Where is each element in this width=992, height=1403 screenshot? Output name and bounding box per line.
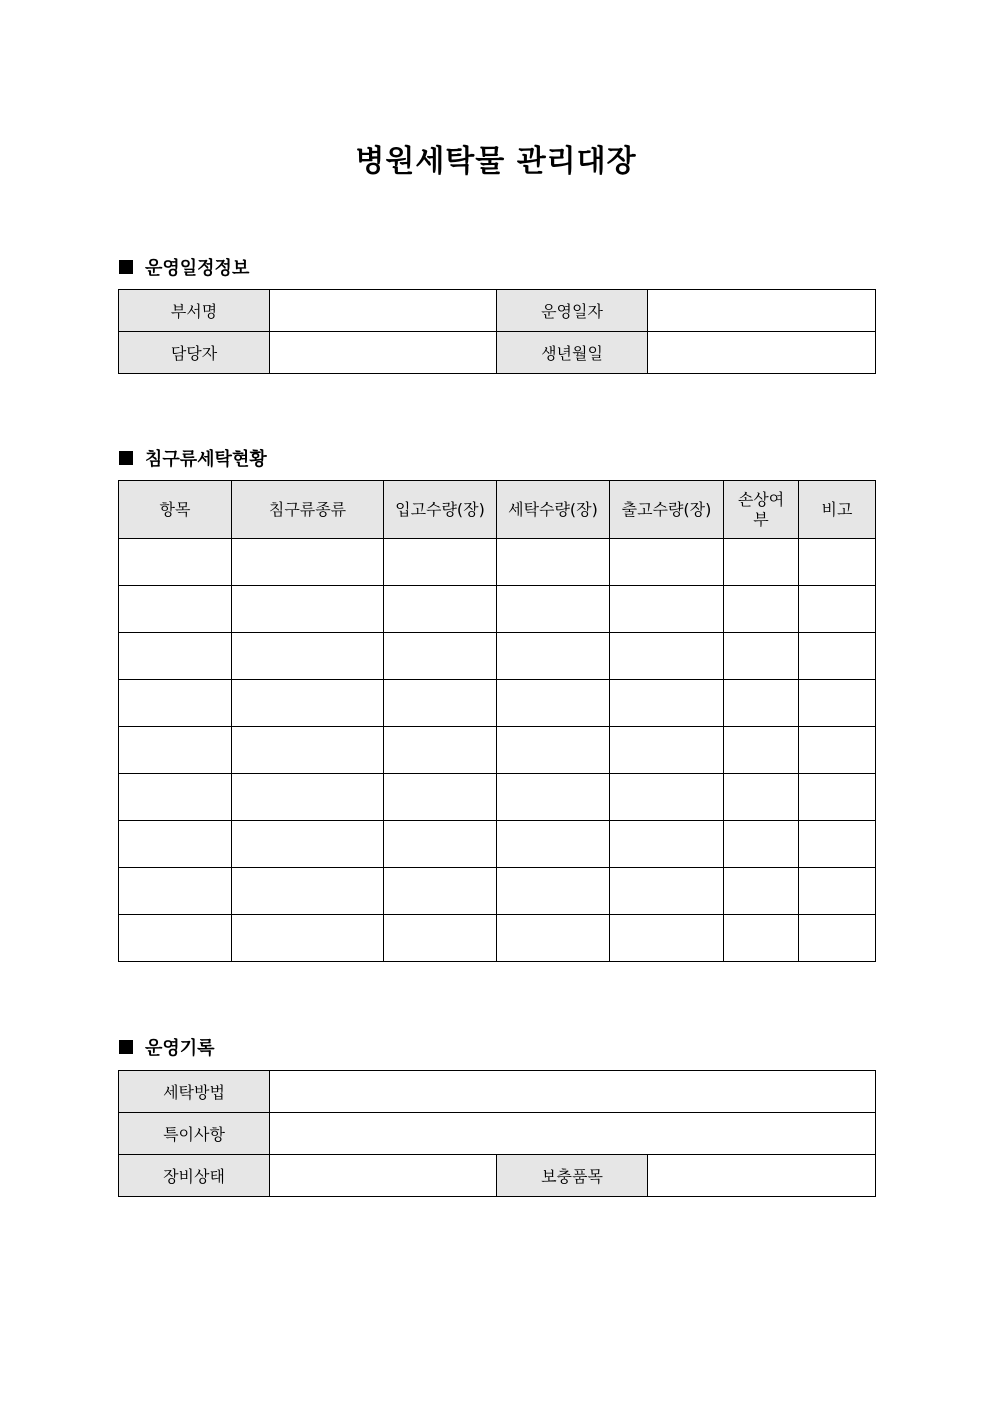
table-cell[interactable]	[119, 915, 232, 962]
table-row	[119, 586, 876, 633]
table-cell[interactable]	[119, 868, 232, 915]
table-cell[interactable]	[799, 915, 876, 962]
laundry-table	[118, 480, 876, 962]
manager-field[interactable]	[270, 332, 497, 374]
table-cell[interactable]	[610, 586, 724, 633]
table-cell[interactable]	[232, 586, 384, 633]
equipment-status-label: 장비상태	[119, 1155, 270, 1197]
table-cell[interactable]	[724, 539, 799, 586]
table-cell[interactable]	[384, 727, 497, 774]
table-cell[interactable]	[799, 821, 876, 868]
table-cell[interactable]	[724, 727, 799, 774]
table-cell[interactable]	[497, 633, 610, 680]
square-bullet-icon	[119, 260, 133, 274]
table-cell[interactable]	[119, 586, 232, 633]
info-table	[118, 289, 876, 374]
table-cell[interactable]	[497, 680, 610, 727]
table-cell[interactable]	[799, 680, 876, 727]
table-cell[interactable]	[610, 868, 724, 915]
table-cell[interactable]	[384, 915, 497, 962]
table-row	[119, 633, 876, 680]
table-cell[interactable]	[610, 539, 724, 586]
table-cell[interactable]	[384, 633, 497, 680]
table-cell[interactable]	[119, 680, 232, 727]
table-cell[interactable]	[610, 774, 724, 821]
table-cell[interactable]	[799, 539, 876, 586]
table-cell[interactable]	[384, 586, 497, 633]
table-row	[119, 1071, 876, 1113]
table-cell[interactable]	[724, 868, 799, 915]
section-heading-record	[119, 1034, 215, 1060]
table-row	[119, 915, 876, 962]
table-cell[interactable]	[799, 633, 876, 680]
table-cell[interactable]	[497, 774, 610, 821]
table-cell[interactable]	[232, 727, 384, 774]
notes-label: 특이사항	[119, 1113, 270, 1155]
table-cell[interactable]	[799, 774, 876, 821]
table-cell[interactable]	[610, 915, 724, 962]
section-heading-record-text: 운영기록	[145, 1038, 215, 1059]
table-cell[interactable]	[232, 821, 384, 868]
birth-date-field[interactable]	[648, 332, 876, 374]
table-cell[interactable]	[119, 774, 232, 821]
operation-date-label: 운영일자	[497, 290, 648, 332]
laundry-table-body	[119, 539, 876, 962]
operation-date-field[interactable]	[648, 290, 876, 332]
column-header-bedding-type: 침구류종류	[232, 481, 384, 539]
table-cell[interactable]	[724, 680, 799, 727]
table-row	[119, 539, 876, 586]
record-table	[118, 1070, 876, 1197]
table-cell[interactable]	[232, 868, 384, 915]
column-header-remarks: 비고	[799, 481, 876, 539]
table-cell[interactable]	[724, 821, 799, 868]
table-cell[interactable]	[497, 915, 610, 962]
table-cell[interactable]	[384, 539, 497, 586]
table-cell[interactable]	[232, 539, 384, 586]
equipment-status-field[interactable]	[270, 1155, 497, 1197]
table-cell[interactable]	[724, 586, 799, 633]
column-header-incoming-qty: 입고수량(장)	[384, 481, 497, 539]
table-row	[119, 868, 876, 915]
department-label: 부서명	[119, 290, 270, 332]
table-cell[interactable]	[497, 868, 610, 915]
table-cell[interactable]	[497, 586, 610, 633]
table-row	[119, 727, 876, 774]
column-header-outgoing-qty: 출고수량(장)	[610, 481, 724, 539]
section-heading-laundry-text: 침구류세탁현황	[145, 449, 267, 470]
table-cell[interactable]	[724, 915, 799, 962]
section-heading-info	[119, 254, 249, 280]
wash-method-field[interactable]	[270, 1071, 876, 1113]
section-heading-info-text: 운영일정정보	[145, 258, 250, 279]
table-cell[interactable]	[232, 915, 384, 962]
table-header-row	[119, 481, 876, 539]
notes-field[interactable]	[270, 1113, 876, 1155]
table-cell[interactable]	[119, 821, 232, 868]
table-row	[119, 821, 876, 868]
table-cell[interactable]	[610, 821, 724, 868]
birth-date-label: 생년월일	[497, 332, 648, 374]
column-header-item: 항목	[119, 481, 232, 539]
table-cell[interactable]	[497, 821, 610, 868]
column-header-washed-qty: 세탁수량(장)	[497, 481, 610, 539]
table-cell[interactable]	[610, 633, 724, 680]
department-field[interactable]	[270, 290, 497, 332]
table-row	[119, 332, 876, 374]
table-cell[interactable]	[610, 727, 724, 774]
table-cell[interactable]	[799, 868, 876, 915]
manager-label: 담당자	[119, 332, 270, 374]
table-cell[interactable]	[232, 680, 384, 727]
table-cell[interactable]	[232, 774, 384, 821]
table-cell[interactable]	[497, 539, 610, 586]
wash-method-label: 세탁방법	[119, 1071, 270, 1113]
table-cell[interactable]	[119, 727, 232, 774]
supply-items-label: 보충품목	[497, 1155, 648, 1197]
table-cell[interactable]	[384, 868, 497, 915]
table-cell[interactable]	[232, 633, 384, 680]
table-cell[interactable]	[724, 774, 799, 821]
table-row	[119, 774, 876, 821]
column-header-damage: 손상여부	[724, 481, 799, 539]
table-cell[interactable]	[799, 727, 876, 774]
table-row	[119, 680, 876, 727]
square-bullet-icon	[119, 451, 133, 465]
square-bullet-icon	[119, 1040, 133, 1054]
table-row	[119, 1113, 876, 1155]
table-row	[119, 1155, 876, 1197]
table-cell[interactable]	[724, 633, 799, 680]
table-row	[119, 290, 876, 332]
supply-items-field[interactable]	[648, 1155, 876, 1197]
table-cell[interactable]	[384, 680, 497, 727]
page-title: 병원세탁물 관리대장	[355, 144, 637, 179]
table-cell[interactable]	[119, 633, 232, 680]
table-cell[interactable]	[610, 680, 724, 727]
table-cell[interactable]	[497, 727, 610, 774]
section-heading-laundry	[119, 445, 267, 471]
table-cell[interactable]	[799, 586, 876, 633]
table-cell[interactable]	[119, 539, 232, 586]
table-cell[interactable]	[384, 774, 497, 821]
table-cell[interactable]	[384, 821, 497, 868]
